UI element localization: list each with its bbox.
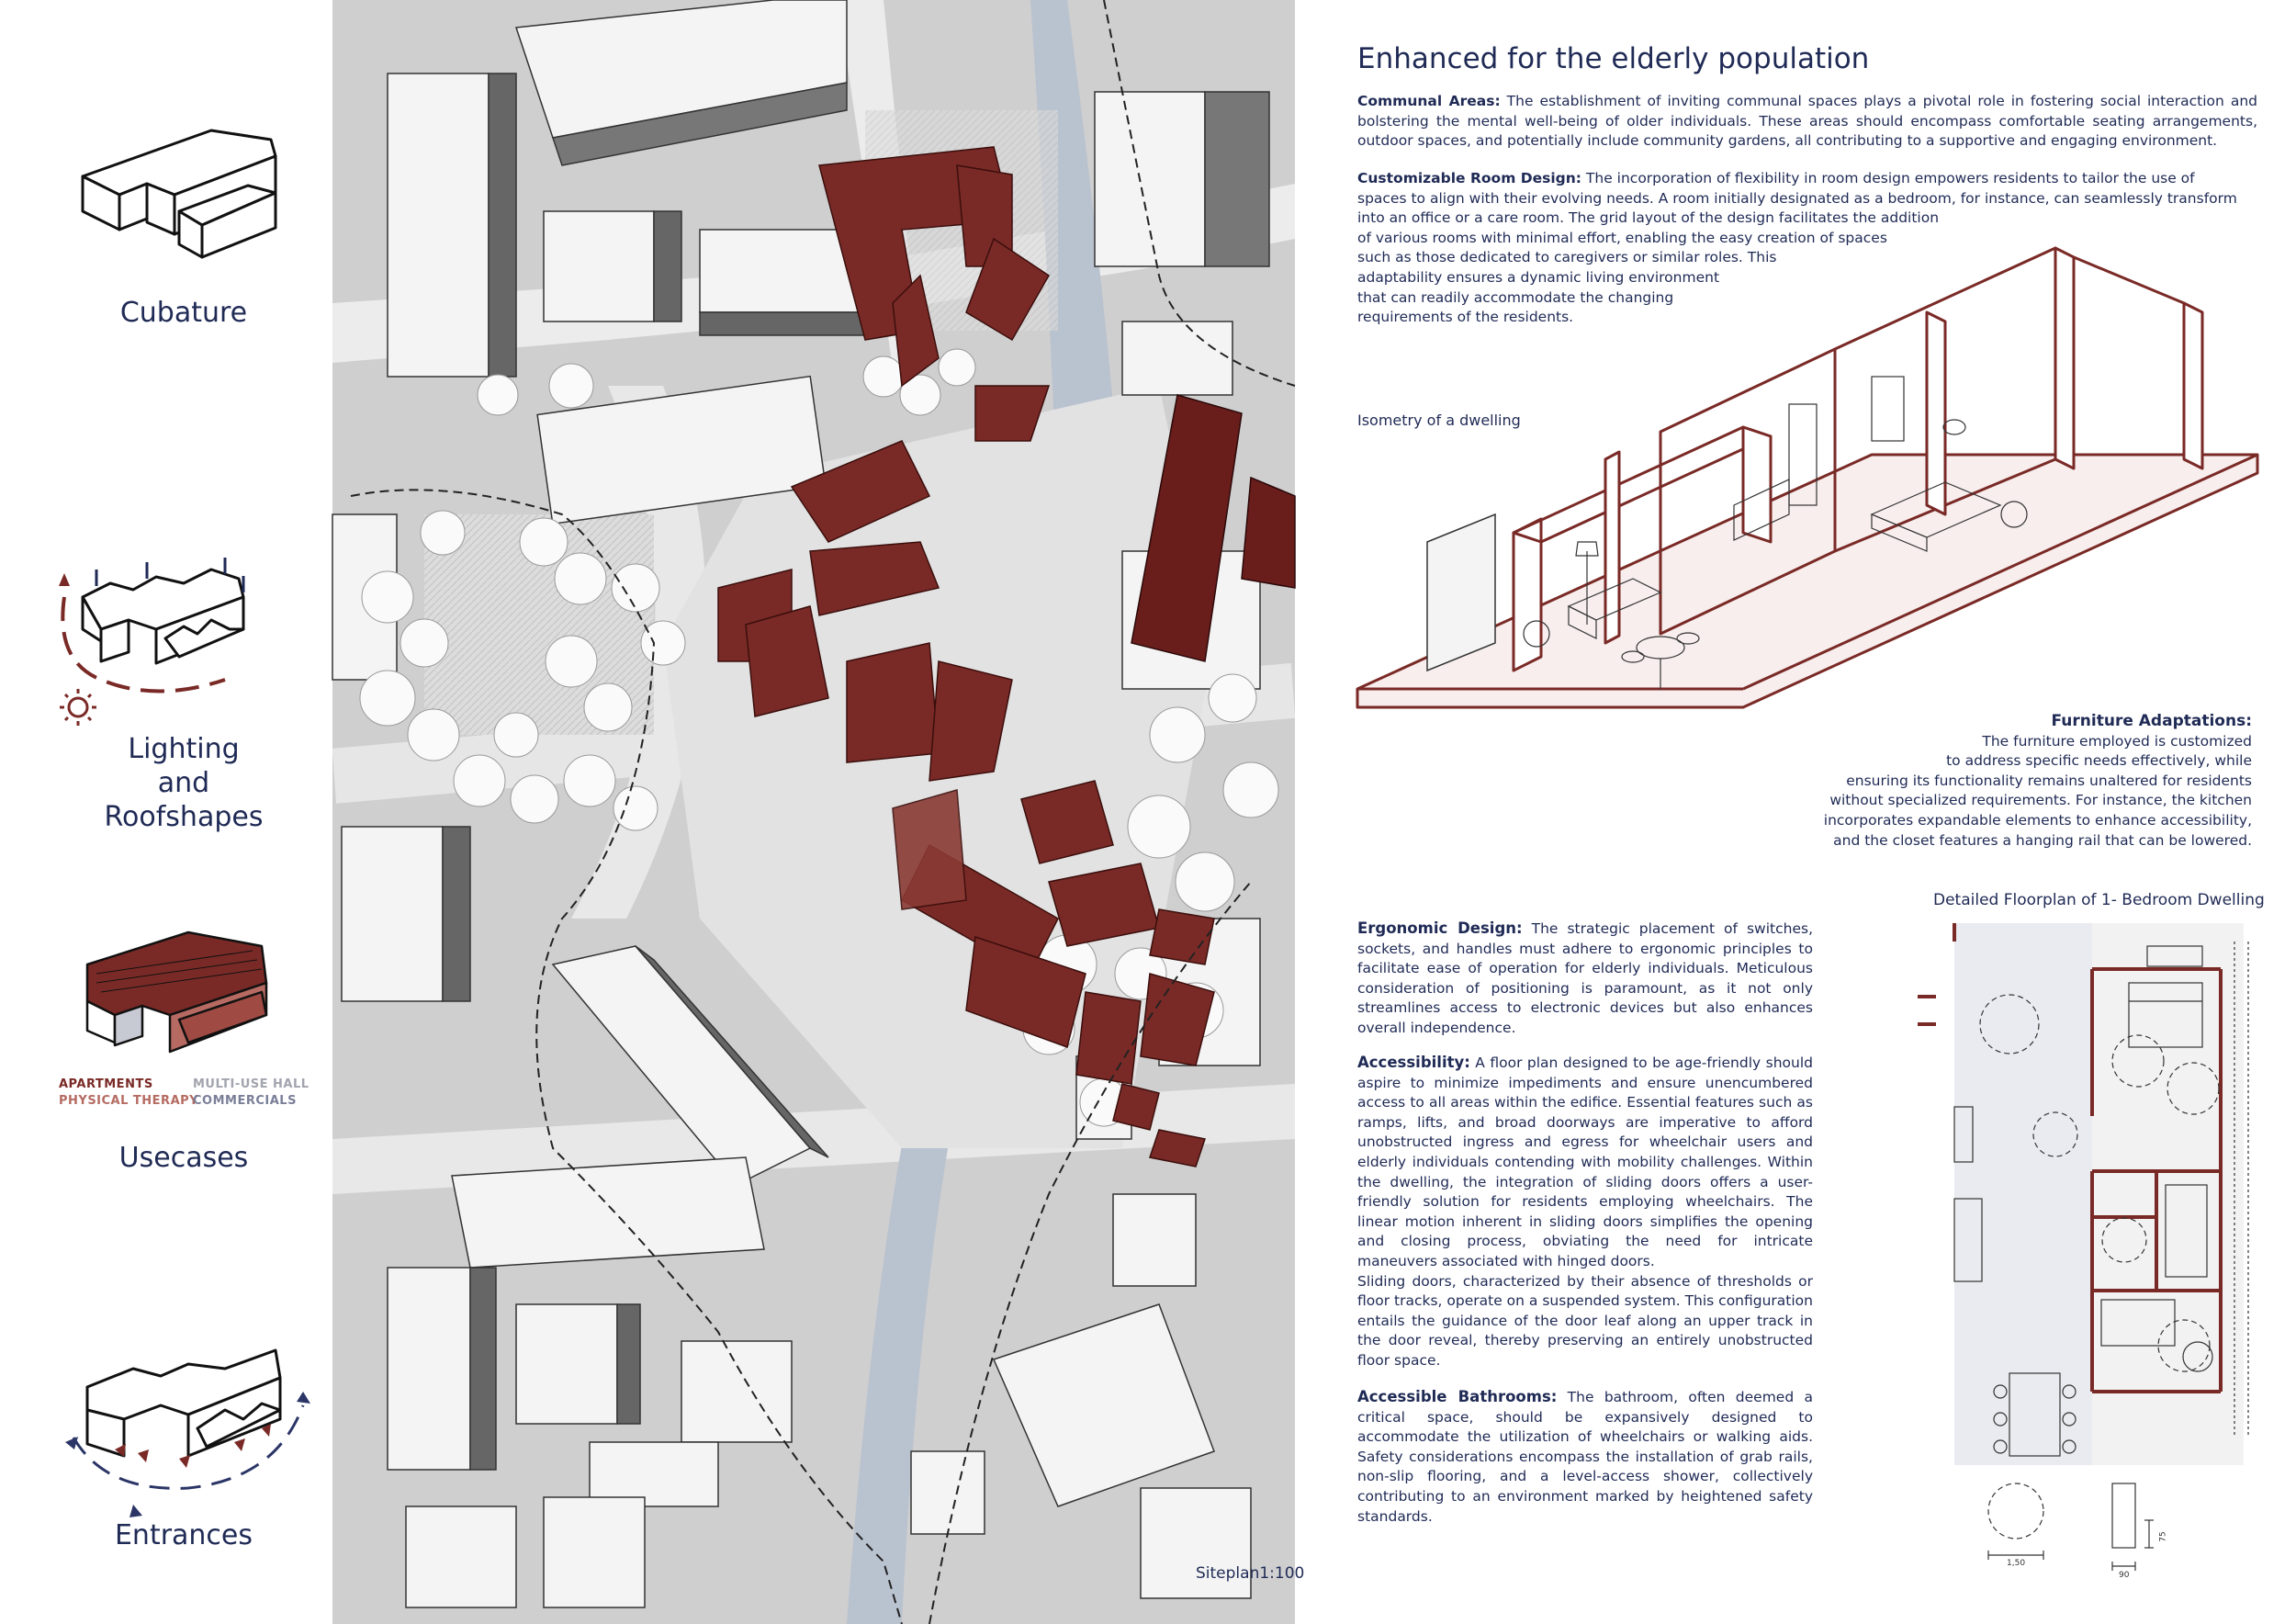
- siteplan-map: [332, 0, 1295, 1624]
- dim-rect-width-label: 90: [2119, 1571, 2130, 1580]
- room-design-line: into an office or a care room. The grid layout of the design facilitates the addition: [1357, 209, 1940, 227]
- dim-rect-height-label: 75: [2158, 1531, 2168, 1542]
- usecases-label: Usecases: [118, 1142, 249, 1174]
- legend-multi-use-hall: MULTI-USE HALL: [193, 1077, 310, 1091]
- isometry-drawing: [1357, 239, 2276, 753]
- ergonomic-paragraph: [1357, 919, 1813, 1039]
- communal-areas-paragraph: [1357, 92, 2257, 152]
- room-design-line: The incorporation of flexibility in room design empowers residents to tailor the use of: [1581, 170, 2195, 186]
- furniture-line: to address specific needs effectively, while: [1946, 752, 2252, 770]
- furniture-line: The furniture employed is customized: [1982, 732, 2252, 750]
- communal-areas-text: The establishment of inviting communal spaces plays a pivotal role in fostering social interaction and bolstering the mental well-being of older individuals. These areas should encompass comfortable seating arrangements, outdoor spaces, and potentially include community gardens, all contributing to a supportive and engaging environment.: [1357, 93, 2257, 150]
- room-design-line: such as those dedicated to caregivers or similar roles. This: [1357, 249, 1777, 266]
- room-design-line: of various rooms with minimal effort, enabling the easy creation of spaces: [1357, 229, 1887, 246]
- room-design-heading: Customizable Room Design:: [1357, 170, 1581, 186]
- lighting-label-1: Lighting: [128, 733, 240, 765]
- accessibility-text: A floor plan designed to be age-friendly should aspire to minimize impediments and ensure unencumbered access to all areas within the edifice. Essential features such as ramps, lifts, and broad doorways are imperative to afford unobstructed ingress and egress for wheelchair users and elderly individuals contending with mobility challenges. Within the dwelling, the integration of sliding doors offers a user-friendly solution for residents employing wheelchairs. The linear motion inherent in sliding doors simplifies the opening and closing process, obviating the need for intricate maneuvers associated with hinged doors.: [1357, 1054, 1813, 1269]
- room-design-line: requirements of the residents.: [1357, 309, 1574, 326]
- accessibility-text-2: Sliding doors, characterized by their absence of thresholds or floor tracks, operate on a suspended system. This configuration entails the guidance of the door leaf along an upper track in the door reveal, thereby preserving an entirely unobstructed floor space.: [1357, 1272, 1813, 1369]
- legend-physical-therapy: PHYSICAL THERAPY: [59, 1094, 199, 1108]
- accessibility-heading: Accessibility:: [1357, 1054, 1470, 1071]
- isometry-caption: Isometry of a dwelling: [1357, 412, 1521, 429]
- ergonomic-heading: Ergonomic Design:: [1357, 919, 1523, 937]
- bathrooms-heading: Accessible Bathrooms:: [1357, 1388, 1558, 1405]
- floorplan-caption: Detailed Floorplan of 1- Bedroom Dwelling: [1933, 891, 2265, 909]
- bathrooms-paragraph: [1357, 1387, 1813, 1527]
- entrances-diagram: [51, 1341, 326, 1525]
- room-design-line: that can readily accommodate the changing: [1357, 288, 1674, 306]
- dim-circle-label: 1,50: [2007, 1559, 2026, 1568]
- floorplan-drawing: [1918, 923, 2257, 1465]
- lighting-label-3: Roofshapes: [104, 801, 264, 833]
- ergonomic-text: The strategic placement of switches, sockets, and handles must adhere to ergonomic principles to facilitate ease of operation for elderly individuals. Meticulous consideration of positioning is paramount, as it not only streamlines access to electronic devices but also enhances overall independence.: [1357, 920, 1814, 1036]
- cubature-diagram: [73, 119, 294, 266]
- siteplan-caption: Siteplan1:100: [1196, 1564, 1305, 1583]
- furniture-line: ensuring its functionality remains unaltered for residents: [1846, 772, 2252, 789]
- room-design-line: adaptability ensures a dynamic living environment: [1357, 268, 1720, 286]
- communal-areas-heading: Communal Areas:: [1357, 93, 1501, 109]
- furniture-heading: Furniture Adaptations:: [2051, 712, 2252, 730]
- legend-apartments: APARTMENTS: [59, 1077, 153, 1091]
- furniture-line: without specialized requirements. For instance, the kitchen: [1829, 792, 2252, 809]
- lighting-diagram: [46, 542, 321, 726]
- furniture-line: and the closet features a hanging rail that can be lowered.: [1833, 831, 2252, 849]
- accessibility-paragraph: [1357, 1053, 1813, 1371]
- cubature-label: Cubature: [119, 297, 248, 329]
- usecases-diagram: [78, 928, 308, 1066]
- dimension-symbols: [1975, 1474, 2186, 1585]
- room-design-line: spaces to align with their evolving needs. A room initially designated as a bedroom, for instance, can seamlessly transform: [1357, 189, 2237, 207]
- entrances-label: Entrances: [114, 1519, 253, 1551]
- legend-commercials: COMMERCIALS: [193, 1094, 297, 1108]
- bathrooms-text: The bathroom, often deemed a critical space, should be expansively designed to accommodate the utilization of wheelchairs or walking aids. Safety considerations encompass the installation of grab rails, non-slip flooring, and a level-access shower, collectively contributing to an environment marked by heightened safety standards.: [1357, 1389, 1813, 1525]
- page-title: Enhanced for the elderly population: [1357, 42, 1870, 75]
- furniture-line: incorporates expandable elements to enhance accessibility,: [1823, 811, 2252, 829]
- lighting-label-2: and: [157, 767, 210, 799]
- furniture-paragraph: [1644, 712, 2252, 851]
